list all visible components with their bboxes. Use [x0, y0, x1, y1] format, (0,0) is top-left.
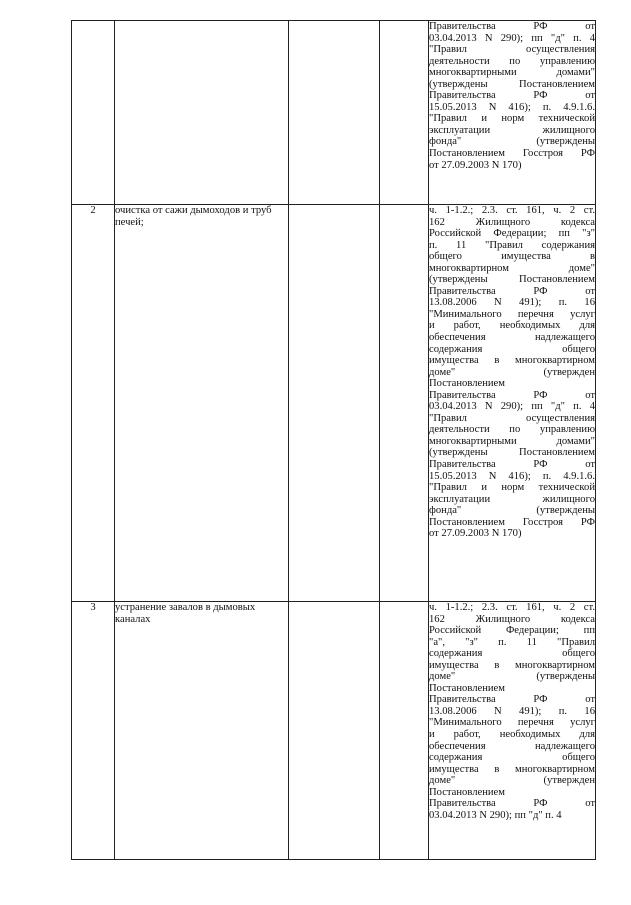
work-name-cell — [115, 205, 289, 602]
legal-basis-line: имущества в многоквартирном — [429, 659, 595, 671]
legal-basis-line: Постановлением Госстроя РФ — [429, 516, 595, 528]
work-name: очистка от сажи дымоходов и труб печей; — [115, 205, 272, 228]
row-number-cell — [72, 205, 115, 602]
legal-basis-line: обеспечения надлежащего — [429, 740, 595, 752]
legal-basis-line: Постановлением Госстроя РФ — [429, 148, 595, 160]
legal-basis-line: ч. 1-1.2.; 2.3. ст. 161, ч. 2 ст. — [429, 602, 595, 613]
legal-basis-line: содержания общего — [429, 343, 595, 355]
legal-basis-line: общего имущества в — [429, 251, 595, 263]
legal-basis-line: многоквартирными домами" — [429, 435, 595, 447]
empty-cell — [380, 602, 429, 860]
legal-basis-line: доме" (утверждены — [429, 671, 595, 683]
legal-basis-line: содержания общего — [429, 648, 595, 660]
legal-basis-line: 15.05.2013 N 416); п. 4.9.1.6. — [429, 101, 595, 113]
legal-basis-line: и работ, необходимых для — [429, 729, 595, 741]
legal-basis-line: "Минимального перечня услуг — [429, 717, 595, 729]
legal-basis-line: многоквартирном доме" — [429, 262, 595, 274]
legal-basis-line: Правительства РФ от — [429, 798, 595, 810]
work-name-cell — [115, 21, 289, 205]
legal-basis-line: многоквартирными домами" — [429, 67, 595, 79]
legal-basis-line: "Правил и норм технической — [429, 113, 595, 125]
legal-basis-line: ч. 1-1.2.; 2.3. ст. 161, ч. 2 ст. — [429, 205, 595, 216]
table-row — [72, 21, 596, 205]
legal-basis-line: содержания общего — [429, 752, 595, 764]
empty-cell — [289, 21, 380, 205]
legal-basis-line: обеспечения надлежащего — [429, 332, 595, 344]
work-name-cell — [115, 602, 289, 860]
legal-basis-line: Российской Федерации; пп — [429, 625, 595, 637]
legal-basis-line: имущества в многоквартирном — [429, 763, 595, 775]
legal-basis-line: (утверждены Постановлением — [429, 78, 595, 90]
legal-basis-line: фонда" (утверждены — [429, 505, 595, 517]
legal-basis-line: Постановлением — [429, 682, 505, 694]
legal-basis-cell — [429, 21, 596, 205]
legal-basis-line: 13.08.2006 N 491); п. 16 — [429, 705, 595, 717]
legal-basis-line: (утверждены Постановлением — [429, 274, 595, 286]
legal-basis-line: Правительства РФ от — [429, 21, 595, 32]
table-row — [72, 205, 596, 602]
legal-basis-line: деятельности по управлению — [429, 424, 595, 436]
legal-basis-cell — [429, 205, 596, 602]
empty-cell — [380, 21, 429, 205]
legal-basis-cell — [429, 602, 596, 860]
legal-basis-line: от 27.09.2003 N 170) — [429, 528, 522, 540]
work-name: устранение завалов в дымовых каналах — [115, 602, 256, 625]
legal-basis-line: Правительства РФ от — [429, 285, 595, 297]
legal-basis-line: "Правил и норм технической — [429, 482, 595, 494]
legal-basis-line: п. 11 "Правил содержания — [429, 239, 595, 251]
table-row — [72, 602, 596, 860]
empty-cell — [289, 602, 380, 860]
legal-basis-line: 15.05.2013 N 416); п. 4.9.1.6. — [429, 470, 595, 482]
legal-basis-line: 03.04.2013 N 290); пп "д" п. 4 — [429, 809, 562, 821]
legal-basis-line: и работ, необходимых для — [429, 320, 595, 332]
table-body — [72, 21, 596, 860]
legal-basis-line: 162 Жилищного кодекса — [429, 216, 595, 228]
legal-basis-line: Правительства РФ от — [429, 459, 595, 471]
legal-basis-line: Правительства РФ от — [429, 694, 595, 706]
legal-basis-line: от 27.09.2003 N 170) — [429, 159, 522, 171]
legal-basis-line: эксплуатации жилищного — [429, 124, 595, 136]
legal-basis-line: "Правил осуществления — [429, 44, 595, 56]
legal-basis-line: "а", "з" п. 11 "Правил — [429, 636, 595, 648]
empty-cell — [289, 205, 380, 602]
row-number: 3 — [90, 602, 96, 613]
legal-basis-line: 13.08.2006 N 491); п. 16 — [429, 297, 595, 309]
legal-basis-line: эксплуатации жилищного — [429, 493, 595, 505]
legal-basis-line: Российской Федерации; пп "з" — [429, 228, 595, 240]
legal-basis-line: доме" (утвержден — [429, 775, 595, 787]
legal-basis-line: деятельности по управлению — [429, 55, 595, 67]
legal-basis-line: (утверждены Постановлением — [429, 447, 595, 459]
row-number: 2 — [90, 205, 96, 216]
legal-basis-line: доме" (утвержден — [429, 366, 595, 378]
legal-basis-line: Правительства РФ от — [429, 90, 595, 102]
legal-basis-line: Постановлением — [429, 786, 505, 798]
empty-cell — [380, 205, 429, 602]
legal-basis-line: Правительства РФ от — [429, 389, 595, 401]
row-number-cell — [72, 21, 115, 205]
legal-basis-line: 03.04.2013 N 290); пп "д" п. 4 — [429, 32, 595, 44]
row-number-cell — [72, 602, 115, 860]
legal-basis-line: "Минимального перечня услуг — [429, 308, 595, 320]
legal-basis-line: Постановлением — [429, 378, 505, 390]
legal-basis-line: "Правил осуществления — [429, 412, 595, 424]
legal-basis-line: имущества в многоквартирном — [429, 355, 595, 367]
legal-basis-line: 162 Жилищного кодекса — [429, 613, 595, 625]
legal-basis-line: 03.04.2013 N 290); пп "д" п. 4 — [429, 401, 595, 413]
works-table — [71, 20, 596, 860]
legal-basis-line: фонда" (утверждены — [429, 136, 595, 148]
